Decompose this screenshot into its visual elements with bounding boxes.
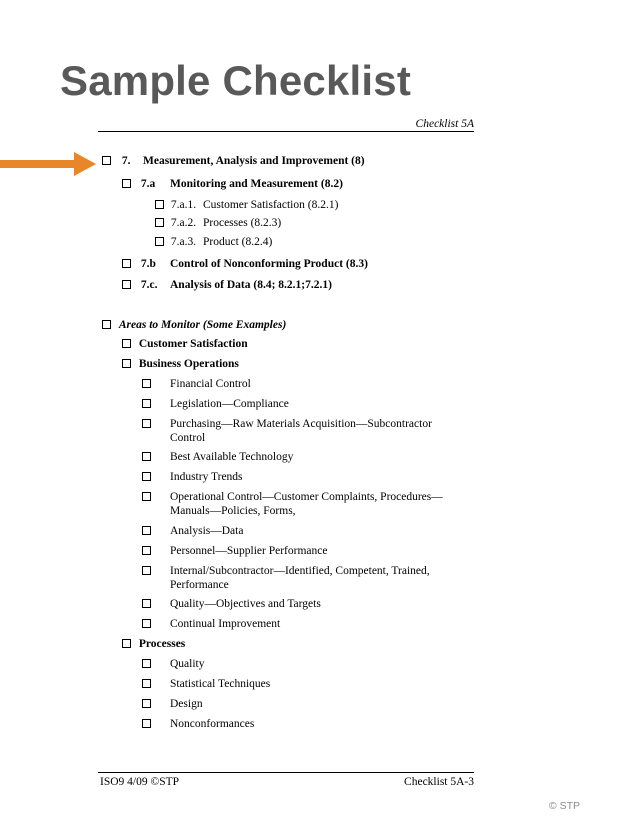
checkbox[interactable] <box>122 639 131 648</box>
checkbox[interactable] <box>122 339 131 348</box>
checklist-item-7a2: 7.a.2. Processes (8.2.3) <box>155 216 281 230</box>
checkbox[interactable] <box>142 719 151 728</box>
checklist-item-7: 7. Measurement, Analysis and Improvement (8) <box>102 154 131 168</box>
checkbox[interactable] <box>155 218 164 227</box>
checkbox[interactable] <box>102 320 111 329</box>
checkbox[interactable] <box>122 280 131 289</box>
list-item: Operational Control—Customer Complaints, Procedures—Manuals—Policies, Forms, <box>142 490 151 504</box>
checkbox[interactable] <box>142 399 151 408</box>
checklist-item-business-operations: Business Operations <box>122 357 239 371</box>
list-item: Personnel—Supplier Performance <box>142 544 151 558</box>
checklist-item-7a: 7.a Monitoring and Measurement (8.2) <box>122 177 155 191</box>
checkbox[interactable] <box>142 659 151 668</box>
checkbox[interactable] <box>142 492 151 501</box>
list-item: Legislation—Compliance <box>142 397 151 411</box>
footer-divider <box>98 772 474 773</box>
checkbox[interactable] <box>142 566 151 575</box>
list-item: Nonconformances <box>142 717 151 731</box>
footer-left: ISO9 4/09 ©STP <box>100 776 180 788</box>
checklist-item-7a1: 7.a.1. Customer Satisfaction (8.2.1) <box>155 198 338 212</box>
list-item: Best Available Technology <box>142 450 151 464</box>
list-item: Quality <box>142 657 151 671</box>
pointer-arrow-icon <box>0 151 98 177</box>
list-item: Internal/Subcontractor—Identified, Competent, Trained, Performance <box>142 564 151 578</box>
checklist-item-areas: Areas to Monitor (Some Examples) <box>102 318 286 332</box>
list-item: Statistical Techniques <box>142 677 151 691</box>
checkbox[interactable] <box>142 419 151 428</box>
checkbox[interactable] <box>142 526 151 535</box>
checklist-item-processes: Processes <box>122 637 185 651</box>
list-item: Industry Trends <box>142 470 151 484</box>
title-divider <box>98 131 474 132</box>
checkbox[interactable] <box>142 472 151 481</box>
checkbox[interactable] <box>155 237 164 246</box>
list-item: Analysis—Data <box>142 524 151 538</box>
checkbox[interactable] <box>122 259 131 268</box>
page-title: Sample Checklist <box>60 57 412 104</box>
copyright: © STP <box>548 800 580 812</box>
checkbox[interactable] <box>142 679 151 688</box>
checklist-subtitle: Checklist 5A <box>415 118 474 130</box>
checkbox[interactable] <box>122 179 131 188</box>
checklist-item-7b: 7.b Control of Nonconforming Product (8.3) <box>122 257 156 271</box>
list-item: Continual Improvement <box>142 617 151 631</box>
checklist-item-customer-satisfaction: Customer Satisfaction <box>122 337 248 351</box>
checkbox[interactable] <box>142 619 151 628</box>
footer-right: Checklist 5A-3 <box>404 776 474 788</box>
checklist-item-7a3: 7.a.3. Product (8.2.4) <box>155 235 272 249</box>
checkbox[interactable] <box>122 359 131 368</box>
checkbox[interactable] <box>142 546 151 555</box>
list-item: Purchasing—Raw Materials Acquisition—Subcontractor Control <box>142 417 151 431</box>
checkbox[interactable] <box>142 452 151 461</box>
checkbox[interactable] <box>142 379 151 388</box>
list-item: Design <box>142 697 151 711</box>
checklist-item-7c: 7.c. Analysis of Data (8.4; 8.2.1;7.2.1) <box>122 278 157 292</box>
checkbox[interactable] <box>155 200 164 209</box>
checkbox[interactable] <box>142 699 151 708</box>
checkbox[interactable] <box>102 156 111 165</box>
checkbox[interactable] <box>142 599 151 608</box>
list-item: Quality—Objectives and Targets <box>142 597 151 611</box>
list-item: Financial Control <box>142 377 151 391</box>
